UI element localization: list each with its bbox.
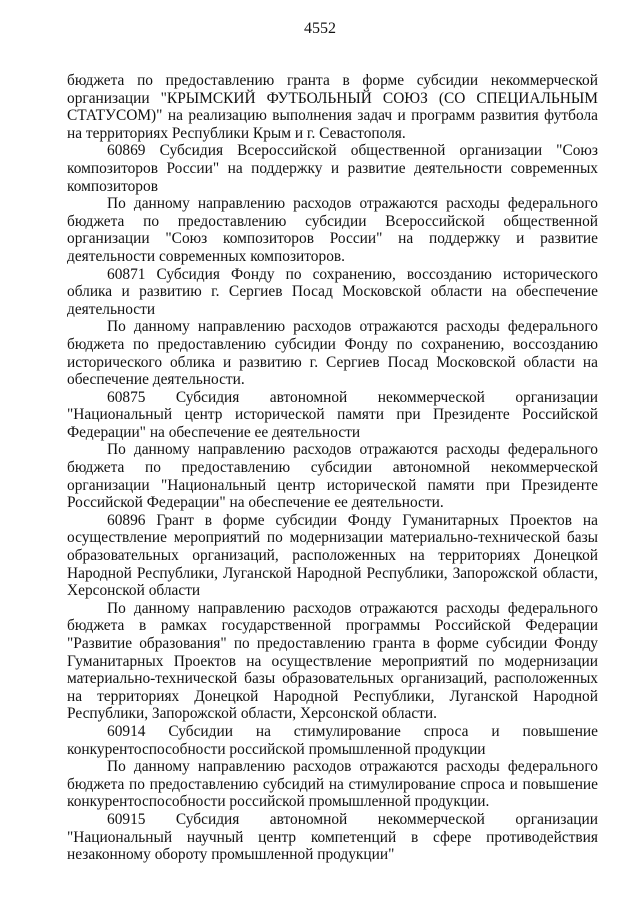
paragraph-60914-description: По данному направлению расходов отражаются расходы федерального бюджета по предоставлению субсидий на стимулирование спроса и повышение конкурентоспособности российской промышленной продукции.: [67, 758, 598, 811]
paragraph-60871-heading: 60871 Субсидия Фонду по сохранению, воссозданию исторического облика и развитию г. Сергиев Посад Московской области на обеспечение деятельности: [67, 265, 598, 318]
paragraph-60914-heading: 60914 Субсидии на стимулирование спроса и повышение конкурентоспособности российской промышленной продукции: [67, 722, 598, 758]
paragraph-60915-heading: 60915 Субсидия автономной некоммерческой организации "Национальный научный центр компетенций в сфере противодействия незаконному обороту промышленной продукции": [67, 810, 598, 864]
paragraph-60869-heading: 60869 Субсидия Всероссийской общественной организации "Союз композиторов России" на поддержку и развитие деятельности современных композиторов: [67, 142, 598, 195]
paragraph-60871-description: По данному направлению расходов отражаются расходы федерального бюджета по предоставлению субсидии Фонду по сохранению, воссозданию исторического облика и развитию г. Сергиев Посад Московской области на обеспечение деятельности.: [67, 318, 598, 389]
paragraph-60896-heading: 60896 Грант в форме субсидии Фонду Гуманитарных Проектов на осуществление мероприятий по модернизации материально-технической базы образовательных организаций, расположенных на территориях Донецкой Народной Республики, Луганской Народной Республики, Запорожской области, Херсонской области: [67, 511, 598, 600]
document-body: [67, 72, 598, 864]
paragraph-60896-description: По данному направлению расходов отражаются расходы федерального бюджета в рамках государственной программы Российской Федерации "Развитие образования" по предоставлению гранта в форме субсидии Фонду Гуманитарных Проектов на осуществление мероприятий по модернизации материально-технической базы образовательных организаций, расположенных на территориях Донецкой Народной Республики, Луганской Народной Республики, Запорожской области, Херсонской области.: [67, 599, 598, 723]
paragraph-60875-description: По данному направлению расходов отражаются расходы федерального бюджета по предоставлению субсидии автономной некоммерческой организации "Национальный центр исторической памяти при Президенте Российской Федерации" на обеспечение ее деятельности.: [67, 441, 598, 512]
page-number: 4552: [304, 20, 336, 37]
paragraph-60875-heading: 60875 Субсидия автономной некоммерческой организации "Национальный центр исторической памяти при Президенте Российской Федерации" на обеспечение ее деятельности: [67, 388, 598, 441]
paragraph-60869-description: По данному направлению расходов отражаются расходы федерального бюджета по предоставлению субсидии Всероссийской общественной организации "Союз композиторов России" на поддержку и развитие деятельности современных композиторов.: [67, 195, 598, 265]
paragraph-continuation: бюджета по предоставлению гранта в форме субсидии некоммерческой организации "КРЫМСКИЙ ФУТБОЛЬНЫЙ СОЮЗ (СО СПЕЦИАЛЬНЫМ СТАТУСОМ)" на реализацию выполнения задач и программ развития футбола на территориях Республики Крым и г. Севастополя.: [67, 72, 598, 142]
